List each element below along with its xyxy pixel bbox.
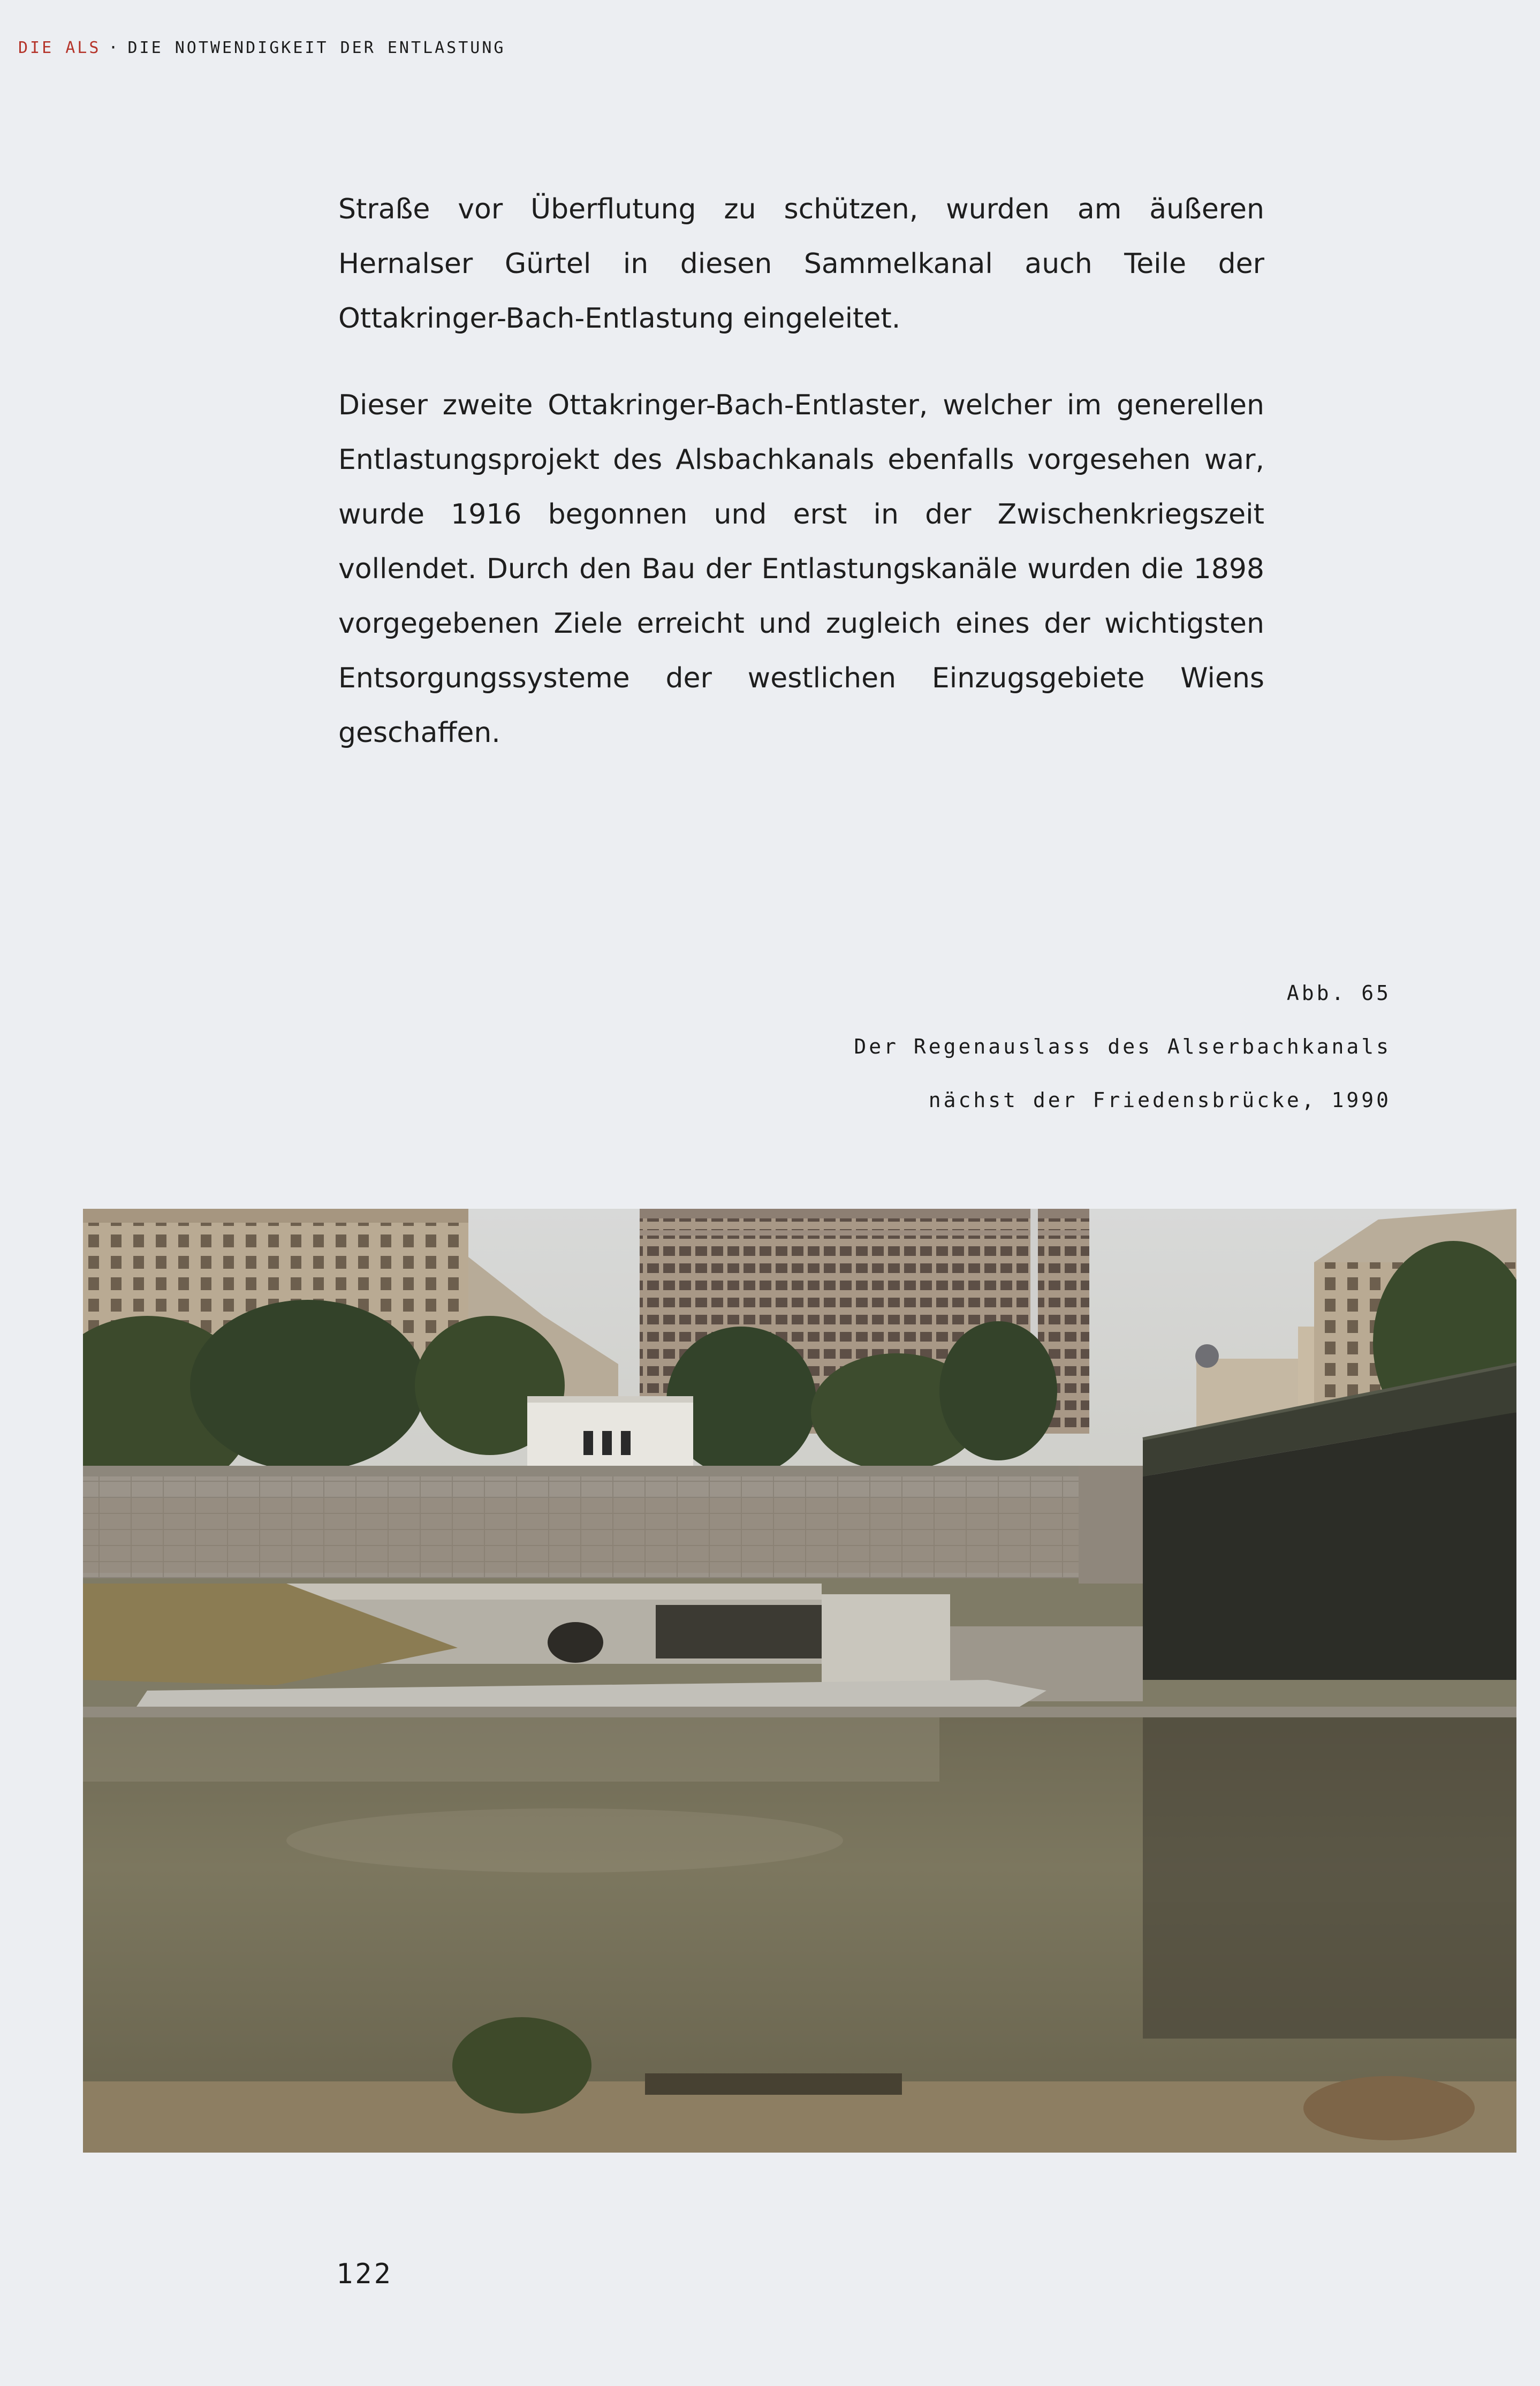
photo-regenauslass	[83, 1209, 1516, 2153]
header-section: DIE ALS	[18, 39, 101, 57]
header-separator: ·	[108, 39, 120, 57]
page-number: 122	[336, 2258, 393, 2290]
caption-line-1: Der Regenauslass des Alserbachkanals	[854, 1035, 1391, 1058]
paragraph-2: Dieser zweite Ottakringer-Bach-Entlaster, welcher im generellen Entlastungsprojekt des Alsbachkanals ebenfalls vorgesehen war, wurde 1916 begonnen und erst in der Zwischenkriegszeit vollendet. Durch den Bau der Entlastungskanäle wurden die 1898 vorgegebenen Ziele erreicht und zugleich eines der wichtigsten Entsorgungssysteme der westlichen Einzugsgebiete Wiens geschaffen.	[338, 389, 1264, 749]
paragraph-1: Straße vor Überflutung zu schützen, wurden am äußeren Hernalser Gürtel in diesen Sammelkanal auch Teile der Ottakringer-Bach-Entlastung eingeleitet.	[338, 193, 1264, 335]
caption-label: Abb. 65	[1286, 981, 1391, 1005]
body-text	[338, 182, 1264, 760]
running-header	[18, 39, 505, 57]
caption-line-2: nächst der Friedensbrücke, 1990	[928, 1088, 1391, 1112]
header-chapter: DIE NOTWENDIGKEIT DER ENTLASTUNG	[127, 39, 506, 57]
figure-caption	[854, 966, 1391, 1127]
